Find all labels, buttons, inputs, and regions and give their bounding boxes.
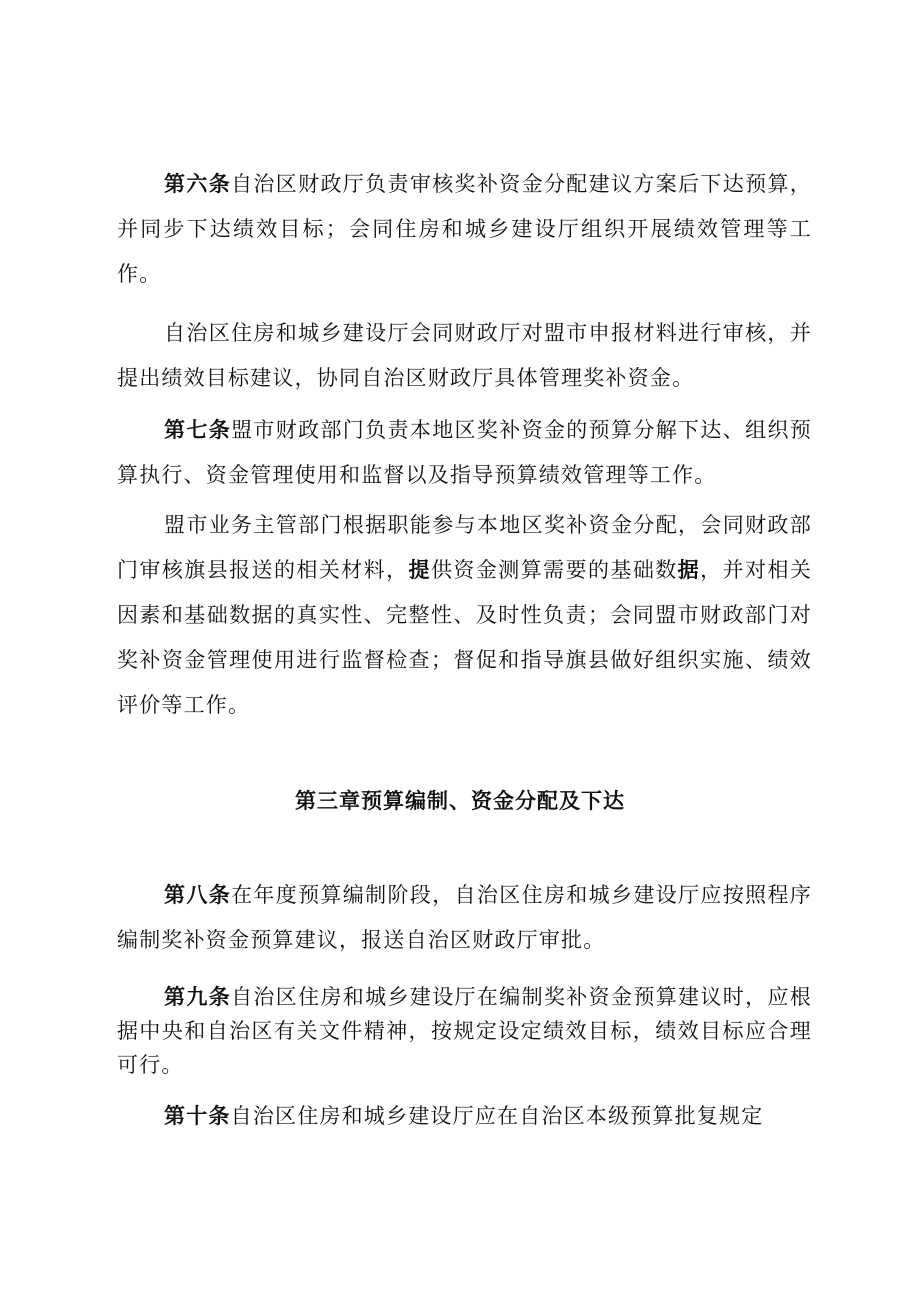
article-7-paragraph xyxy=(117,408,812,498)
article-8-paragraph xyxy=(117,873,812,963)
article-10-heading: 第十条 xyxy=(164,1104,231,1128)
article-7-p2-text-a: 盟市业务主管部门根据职能参与本地区奖补资金分配，会同财政部门审核旗县报送的相关材料， xyxy=(117,513,812,582)
article-6-paragraph-2 xyxy=(117,311,812,401)
article-10-paragraph xyxy=(117,1094,812,1139)
article-9-text: 自治区住房和城乡建设厅在编制奖补资金预算建议时，应根据中央和自治区有关文件精神，按规定设定绩效目标，绩效目标应合理可行。 xyxy=(117,985,812,1077)
article-10-text: 自治区住房和城乡建设厅应在自治区本级预算批复规定 xyxy=(230,1104,764,1128)
article-7-p2-bold-b: 据 xyxy=(677,558,701,582)
article-7-paragraph-2 xyxy=(117,503,812,728)
article-6-p2-text: 自治区住房和城乡建设厅会同财政厅对盟市申报材料进行审核，并提出绩效目标建议，协同自治区财政厅具体管理奖补资金。 xyxy=(117,321,812,390)
article-8-heading: 第八条 xyxy=(164,883,232,907)
article-8-text: 在年度预算编制阶段，自治区住房和城乡建设厅应按照程序编制奖补资金预算建议，报送自治区财政厅审批。 xyxy=(117,883,812,952)
article-7-heading: 第七条 xyxy=(164,418,232,442)
chapter-3-title: 第三章预算编制、资金分配及下达 xyxy=(295,789,625,813)
article-6-text: 自治区财政厅负责审核奖补资金分配建议方案后下达预算，并同步下达绩效目标；会同住房和城乡建设厅组织开展绩效管理等工作。 xyxy=(117,172,812,286)
article-6-paragraph xyxy=(117,162,812,297)
article-7-p2-bold-a: 提 xyxy=(408,558,431,582)
article-7-text: 盟市财政部门负责本地区奖补资金的预算分解下达、组织预算执行、资金管理使用和监督以及指导预算绩效管理等工作。 xyxy=(117,418,812,487)
article-7-p2-text-c: ，并对相关因素和基础数据的真实性、完整性、及时性负责；会同盟市财政部门对奖补资金管理使用进行监督检查；督促和指导旗县做好组织实施、绩效评价等工作。 xyxy=(117,558,813,717)
article-9-paragraph xyxy=(117,980,812,1082)
article-6-heading: 第六条 xyxy=(164,172,232,196)
article-9-heading: 第九条 xyxy=(164,985,232,1009)
article-7-p2-text-b: 供资金测算需要的基础数 xyxy=(430,558,678,582)
